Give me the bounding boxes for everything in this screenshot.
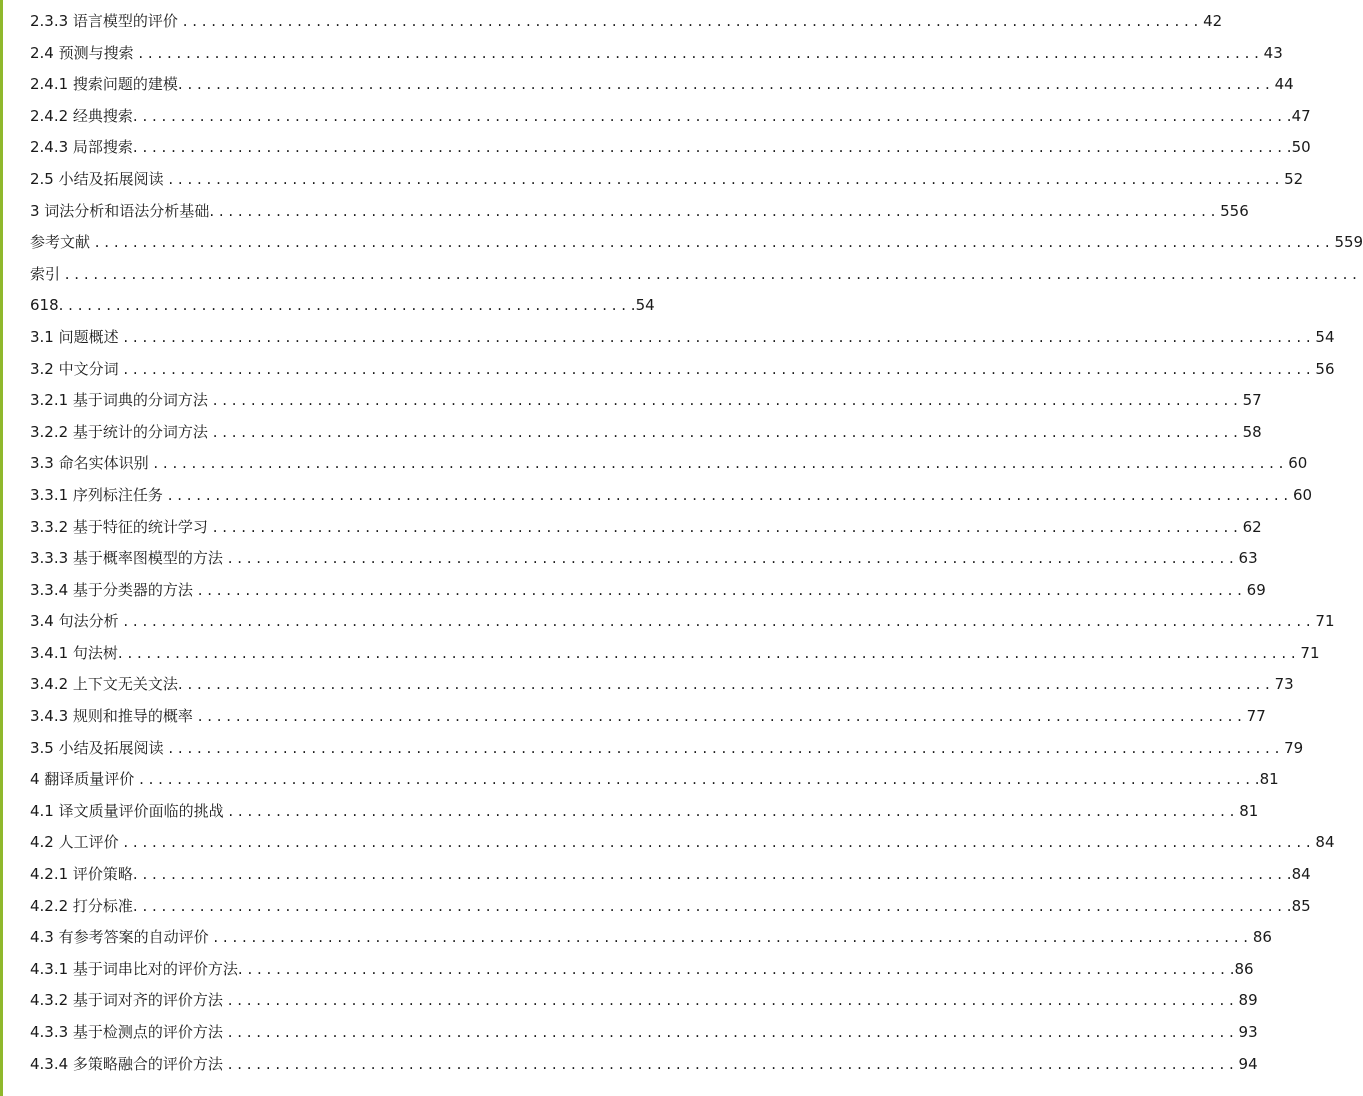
toc-entry[interactable] [30,543,1258,575]
toc-entry[interactable] [30,575,1266,607]
toc-entry-text: 3.1 问题概述 . . . . . . . . . . . . . . . . . . . . . . . . . . . . . . . . . . . . . . . . . . . . . . . . . . . . . . . . . . . . . . . . . . . . . . . . . . . . . . . . . . . . . . . . . . . . . . . . . . . . . . . . . . . . . . . . . . . . . . . . . . . . . 54 [30,327,1335,346]
toc-entry-text: 2.4.3 局部搜索. . . . . . . . . . . . . . . . . . . . . . . . . . . . . . . . . . . . . . . . . . . . . . . . . . . . . . . . . . . . . . . . . . . . . . . . . . . . . . . . . . . . . . . . . . . . . . . . . . . . . . . . . . . . . . . . . . . . . . . . . .50 [30,138,1311,157]
toc-entry[interactable] [30,669,1294,701]
toc-entry-text: 4.3.4 多策略融合的评价方法 . . . . . . . . . . . . . . . . . . . . . . . . . . . . . . . . . . . . . . . . . . . . . . . . . . . . . . . . . . . . . . . . . . . . . . . . . . . . . . . . . . . . . . . . . . . . . . . . . . . . . . . . . . 94 [30,1054,1258,1073]
toc-entry-text: 4.3 有参考答案的自动评价 . . . . . . . . . . . . . . . . . . . . . . . . . . . . . . . . . . . . . . . . . . . . . . . . . . . . . . . . . . . . . . . . . . . . . . . . . . . . . . . . . . . . . . . . . . . . . . . . . . . . . . . . . . . . . 86 [30,928,1272,947]
toc-entry-text: 4.2.2 打分标准. . . . . . . . . . . . . . . . . . . . . . . . . . . . . . . . . . . . . . . . . . . . . . . . . . . . . . . . . . . . . . . . . . . . . . . . . . . . . . . . . . . . . . . . . . . . . . . . . . . . . . . . . . . . . . . . . . . . . . . . . .85 [30,896,1311,915]
toc-entry[interactable] [30,132,1311,164]
toc-entry[interactable] [30,164,1304,196]
toc-entry-text: 3.4 句法分析 . . . . . . . . . . . . . . . . . . . . . . . . . . . . . . . . . . . . . . . . . . . . . . . . . . . . . . . . . . . . . . . . . . . . . . . . . . . . . . . . . . . . . . . . . . . . . . . . . . . . . . . . . . . . . . . . . . . . . . . . . . . . . 71 [30,612,1335,631]
toc-entry-text: 3.2.2 基于统计的分词方法 . . . . . . . . . . . . . . . . . . . . . . . . . . . . . . . . . . . . . . . . . . . . . . . . . . . . . . . . . . . . . . . . . . . . . . . . . . . . . . . . . . . . . . . . . . . . . . . . . . . . . . . . . . . . 58 [30,422,1262,441]
toc-entry[interactable] [30,985,1258,1017]
toc-entry[interactable] [30,290,1080,322]
toc-entry-text: 3.4.1 句法树. . . . . . . . . . . . . . . . . . . . . . . . . . . . . . . . . . . . . . . . . . . . . . . . . . . . . . . . . . . . . . . . . . . . . . . . . . . . . . . . . . . . . . . . . . . . . . . . . . . . . . . . . . . . . . . . . . . . . . . . . . . . 71 [30,643,1320,662]
toc-entry[interactable] [30,196,1249,228]
toc-entry[interactable] [30,448,1308,480]
toc-entry-text: 4.1 译文质量评价面临的挑战 . . . . . . . . . . . . . . . . . . . . . . . . . . . . . . . . . . . . . . . . . . . . . . . . . . . . . . . . . . . . . . . . . . . . . . . . . . . . . . . . . . . . . . . . . . . . . . . . . . . . . . . . . . 81 [30,801,1259,820]
toc-entry[interactable] [30,954,1254,986]
toc-entry[interactable] [30,69,1294,101]
toc-entry[interactable] [30,385,1262,417]
toc-entry-text: 2.4 预测与搜索 . . . . . . . . . . . . . . . . . . . . . . . . . . . . . . . . . . . . . . . . . . . . . . . . . . . . . . . . . . . . . . . . . . . . . . . . . . . . . . . . . . . . . . . . . . . . . . . . . . . . . . . . . . . . . . . . . . . . . . 43 [30,43,1283,62]
toc-entry-text: 2.4.1 搜索问题的建模. . . . . . . . . . . . . . . . . . . . . . . . . . . . . . . . . . . . . . . . . . . . . . . . . . . . . . . . . . . . . . . . . . . . . . . . . . . . . . . . . . . . . . . . . . . . . . . . . . . . . . . . . . . . . . . . . . . 44 [30,75,1294,94]
toc-entry-text: 4 翻译质量评价 . . . . . . . . . . . . . . . . . . . . . . . . . . . . . . . . . . . . . . . . . . . . . . . . . . . . . . . . . . . . . . . . . . . . . . . . . . . . . . . . . . . . . . . . . . . . . . . . . . . . . . . . . . . . . . . . . . . . . .81 [30,770,1279,789]
toc-entry[interactable] [30,38,1283,70]
toc-entry[interactable] [30,354,1335,386]
toc-entry[interactable] [30,322,1335,354]
toc-entry[interactable] [30,922,1272,954]
toc-entry[interactable] [30,101,1311,133]
toc-entry[interactable] [30,512,1262,544]
toc-entry-text: 4.2 人工评价 . . . . . . . . . . . . . . . . . . . . . . . . . . . . . . . . . . . . . . . . . . . . . . . . . . . . . . . . . . . . . . . . . . . . . . . . . . . . . . . . . . . . . . . . . . . . . . . . . . . . . . . . . . . . . . . . . . . . . . . . . . . . . 84 [30,833,1335,852]
toc-entry-text: 4.2.1 评价策略. . . . . . . . . . . . . . . . . . . . . . . . . . . . . . . . . . . . . . . . . . . . . . . . . . . . . . . . . . . . . . . . . . . . . . . . . . . . . . . . . . . . . . . . . . . . . . . . . . . . . . . . . . . . . . . . . . . . . . . . . .84 [30,865,1311,884]
table-of-contents [30,6,1363,1080]
toc-entry-text: 3.3.1 序列标注任务 . . . . . . . . . . . . . . . . . . . . . . . . . . . . . . . . . . . . . . . . . . . . . . . . . . . . . . . . . . . . . . . . . . . . . . . . . . . . . . . . . . . . . . . . . . . . . . . . . . . . . . . . . . . . . . . . . . . . . . 60 [30,485,1313,504]
toc-entry[interactable] [30,417,1262,449]
toc-entry-text: 3.4.3 规则和推导的概率 . . . . . . . . . . . . . . . . . . . . . . . . . . . . . . . . . . . . . . . . . . . . . . . . . . . . . . . . . . . . . . . . . . . . . . . . . . . . . . . . . . . . . . . . . . . . . . . . . . . . . . . . . . . . . . 77 [30,707,1266,726]
toc-entry-text: 3.3.2 基于特征的统计学习 . . . . . . . . . . . . . . . . . . . . . . . . . . . . . . . . . . . . . . . . . . . . . . . . . . . . . . . . . . . . . . . . . . . . . . . . . . . . . . . . . . . . . . . . . . . . . . . . . . . . . . . . . . . . 62 [30,517,1262,536]
toc-entry[interactable] [30,827,1335,859]
toc-entry[interactable] [30,606,1335,638]
toc-entry-text: 3.3.4 基于分类器的方法 . . . . . . . . . . . . . . . . . . . . . . . . . . . . . . . . . . . . . . . . . . . . . . . . . . . . . . . . . . . . . . . . . . . . . . . . . . . . . . . . . . . . . . . . . . . . . . . . . . . . . . . . . . . . . . 69 [30,580,1266,599]
toc-entry-text: 3.2.1 基于词典的分词方法 . . . . . . . . . . . . . . . . . . . . . . . . . . . . . . . . . . . . . . . . . . . . . . . . . . . . . . . . . . . . . . . . . . . . . . . . . . . . . . . . . . . . . . . . . . . . . . . . . . . . . . . . . . . . 57 [30,391,1262,410]
toc-entry-text: 3.4.2 上下文无关文法. . . . . . . . . . . . . . . . . . . . . . . . . . . . . . . . . . . . . . . . . . . . . . . . . . . . . . . . . . . . . . . . . . . . . . . . . . . . . . . . . . . . . . . . . . . . . . . . . . . . . . . . . . . . . . . . . . . 73 [30,675,1294,694]
toc-entry[interactable] [30,859,1311,891]
toc-entry[interactable] [30,1049,1258,1081]
toc-entry-text: 618. . . . . . . . . . . . . . . . . . . . . . . . . . . . . . . . . . . . . . . . . . . . . . . . . . . . . . . . . . . . .54 [30,296,655,315]
toc-entry-text: 4.3.1 基于词串比对的评价方法. . . . . . . . . . . . . . . . . . . . . . . . . . . . . . . . . . . . . . . . . . . . . . . . . . . . . . . . . . . . . . . . . . . . . . . . . . . . . . . . . . . . . . . . . . . . . . . . . . . . . . . . .86 [30,959,1254,978]
toc-entry-text: 3.3 命名实体识别 . . . . . . . . . . . . . . . . . . . . . . . . . . . . . . . . . . . . . . . . . . . . . . . . . . . . . . . . . . . . . . . . . . . . . . . . . . . . . . . . . . . . . . . . . . . . . . . . . . . . . . . . . . . . . . . . . . . . . . . 60 [30,454,1308,473]
toc-entry[interactable] [30,227,1363,259]
toc-entry[interactable] [30,480,1313,512]
toc-entry-text: 参考文献 . . . . . . . . . . . . . . . . . . . . . . . . . . . . . . . . . . . . . . . . . . . . . . . . . . . . . . . . . . . . . . . . . . . . . . . . . . . . . . . . . . . . . . . . . . . . . . . . . . . . . . . . . . . . . . . . . . . . . . . . . . . . . . . . . . 559 [30,233,1363,252]
toc-entry-text: 索引 . . . . . . . . . . . . . . . . . . . . . . . . . . . . . . . . . . . . . . . . . . . . . . . . . . . . . . . . . . . . . . . . . . . . . . . . . . . . . . . . . . . . . . . . . . . . . . . . . . . . . . . . . . . . . . . . . . . . . . . . . . . . . . . . . . . . . . . . [30,264,1357,283]
toc-entry-text: 3 词法分析和语法分析基础. . . . . . . . . . . . . . . . . . . . . . . . . . . . . . . . . . . . . . . . . . . . . . . . . . . . . . . . . . . . . . . . . . . . . . . . . . . . . . . . . . . . . . . . . . . . . . . . . . . . . . . . . . 556 [30,201,1249,220]
toc-entry[interactable] [30,1017,1258,1049]
toc-entry[interactable] [30,764,1279,796]
toc-entry[interactable] [30,6,1223,38]
toc-entry-text: 2.5 小结及拓展阅读 . . . . . . . . . . . . . . . . . . . . . . . . . . . . . . . . . . . . . . . . . . . . . . . . . . . . . . . . . . . . . . . . . . . . . . . . . . . . . . . . . . . . . . . . . . . . . . . . . . . . . . . . . . . . . . . . . . . . . 52 [30,169,1304,188]
toc-entry-text: 4.3.3 基于检测点的评价方法 . . . . . . . . . . . . . . . . . . . . . . . . . . . . . . . . . . . . . . . . . . . . . . . . . . . . . . . . . . . . . . . . . . . . . . . . . . . . . . . . . . . . . . . . . . . . . . . . . . . . . . . . . . 93 [30,1023,1258,1041]
toc-entry-text: 3.5 小结及拓展阅读 . . . . . . . . . . . . . . . . . . . . . . . . . . . . . . . . . . . . . . . . . . . . . . . . . . . . . . . . . . . . . . . . . . . . . . . . . . . . . . . . . . . . . . . . . . . . . . . . . . . . . . . . . . . . . . . . . . . . . 79 [30,738,1304,757]
toc-entry[interactable] [30,638,1320,670]
toc-entry-text: 2.4.2 经典搜索. . . . . . . . . . . . . . . . . . . . . . . . . . . . . . . . . . . . . . . . . . . . . . . . . . . . . . . . . . . . . . . . . . . . . . . . . . . . . . . . . . . . . . . . . . . . . . . . . . . . . . . . . . . . . . . . . . . . . . . . . .47 [30,106,1311,125]
toc-entry[interactable] [30,701,1266,733]
toc-entry-text: 3.3.3 基于概率图模型的方法 . . . . . . . . . . . . . . . . . . . . . . . . . . . . . . . . . . . . . . . . . . . . . . . . . . . . . . . . . . . . . . . . . . . . . . . . . . . . . . . . . . . . . . . . . . . . . . . . . . . . . . . . . . 63 [30,549,1258,568]
toc-entry-text: 3.2 中文分词 . . . . . . . . . . . . . . . . . . . . . . . . . . . . . . . . . . . . . . . . . . . . . . . . . . . . . . . . . . . . . . . . . . . . . . . . . . . . . . . . . . . . . . . . . . . . . . . . . . . . . . . . . . . . . . . . . . . . . . . . . . . . . 56 [30,359,1335,378]
toc-entry[interactable] [30,891,1311,923]
toc-entry[interactable] [30,733,1304,765]
toc-entry-text: 4.3.2 基于词对齐的评价方法 . . . . . . . . . . . . . . . . . . . . . . . . . . . . . . . . . . . . . . . . . . . . . . . . . . . . . . . . . . . . . . . . . . . . . . . . . . . . . . . . . . . . . . . . . . . . . . . . . . . . . . . . . . 89 [30,991,1258,1010]
toc-entry[interactable] [30,259,1357,291]
toc-entry[interactable] [30,796,1259,828]
left-accent-rule [0,0,3,1096]
toc-entry-text: 2.3.3 语言模型的评价 . . . . . . . . . . . . . . . . . . . . . . . . . . . . . . . . . . . . . . . . . . . . . . . . . . . . . . . . . . . . . . . . . . . . . . . . . . . . . . . . . . . . . . . . . . . . . . . . . . . . . . . . . . . 42 [30,12,1223,30]
